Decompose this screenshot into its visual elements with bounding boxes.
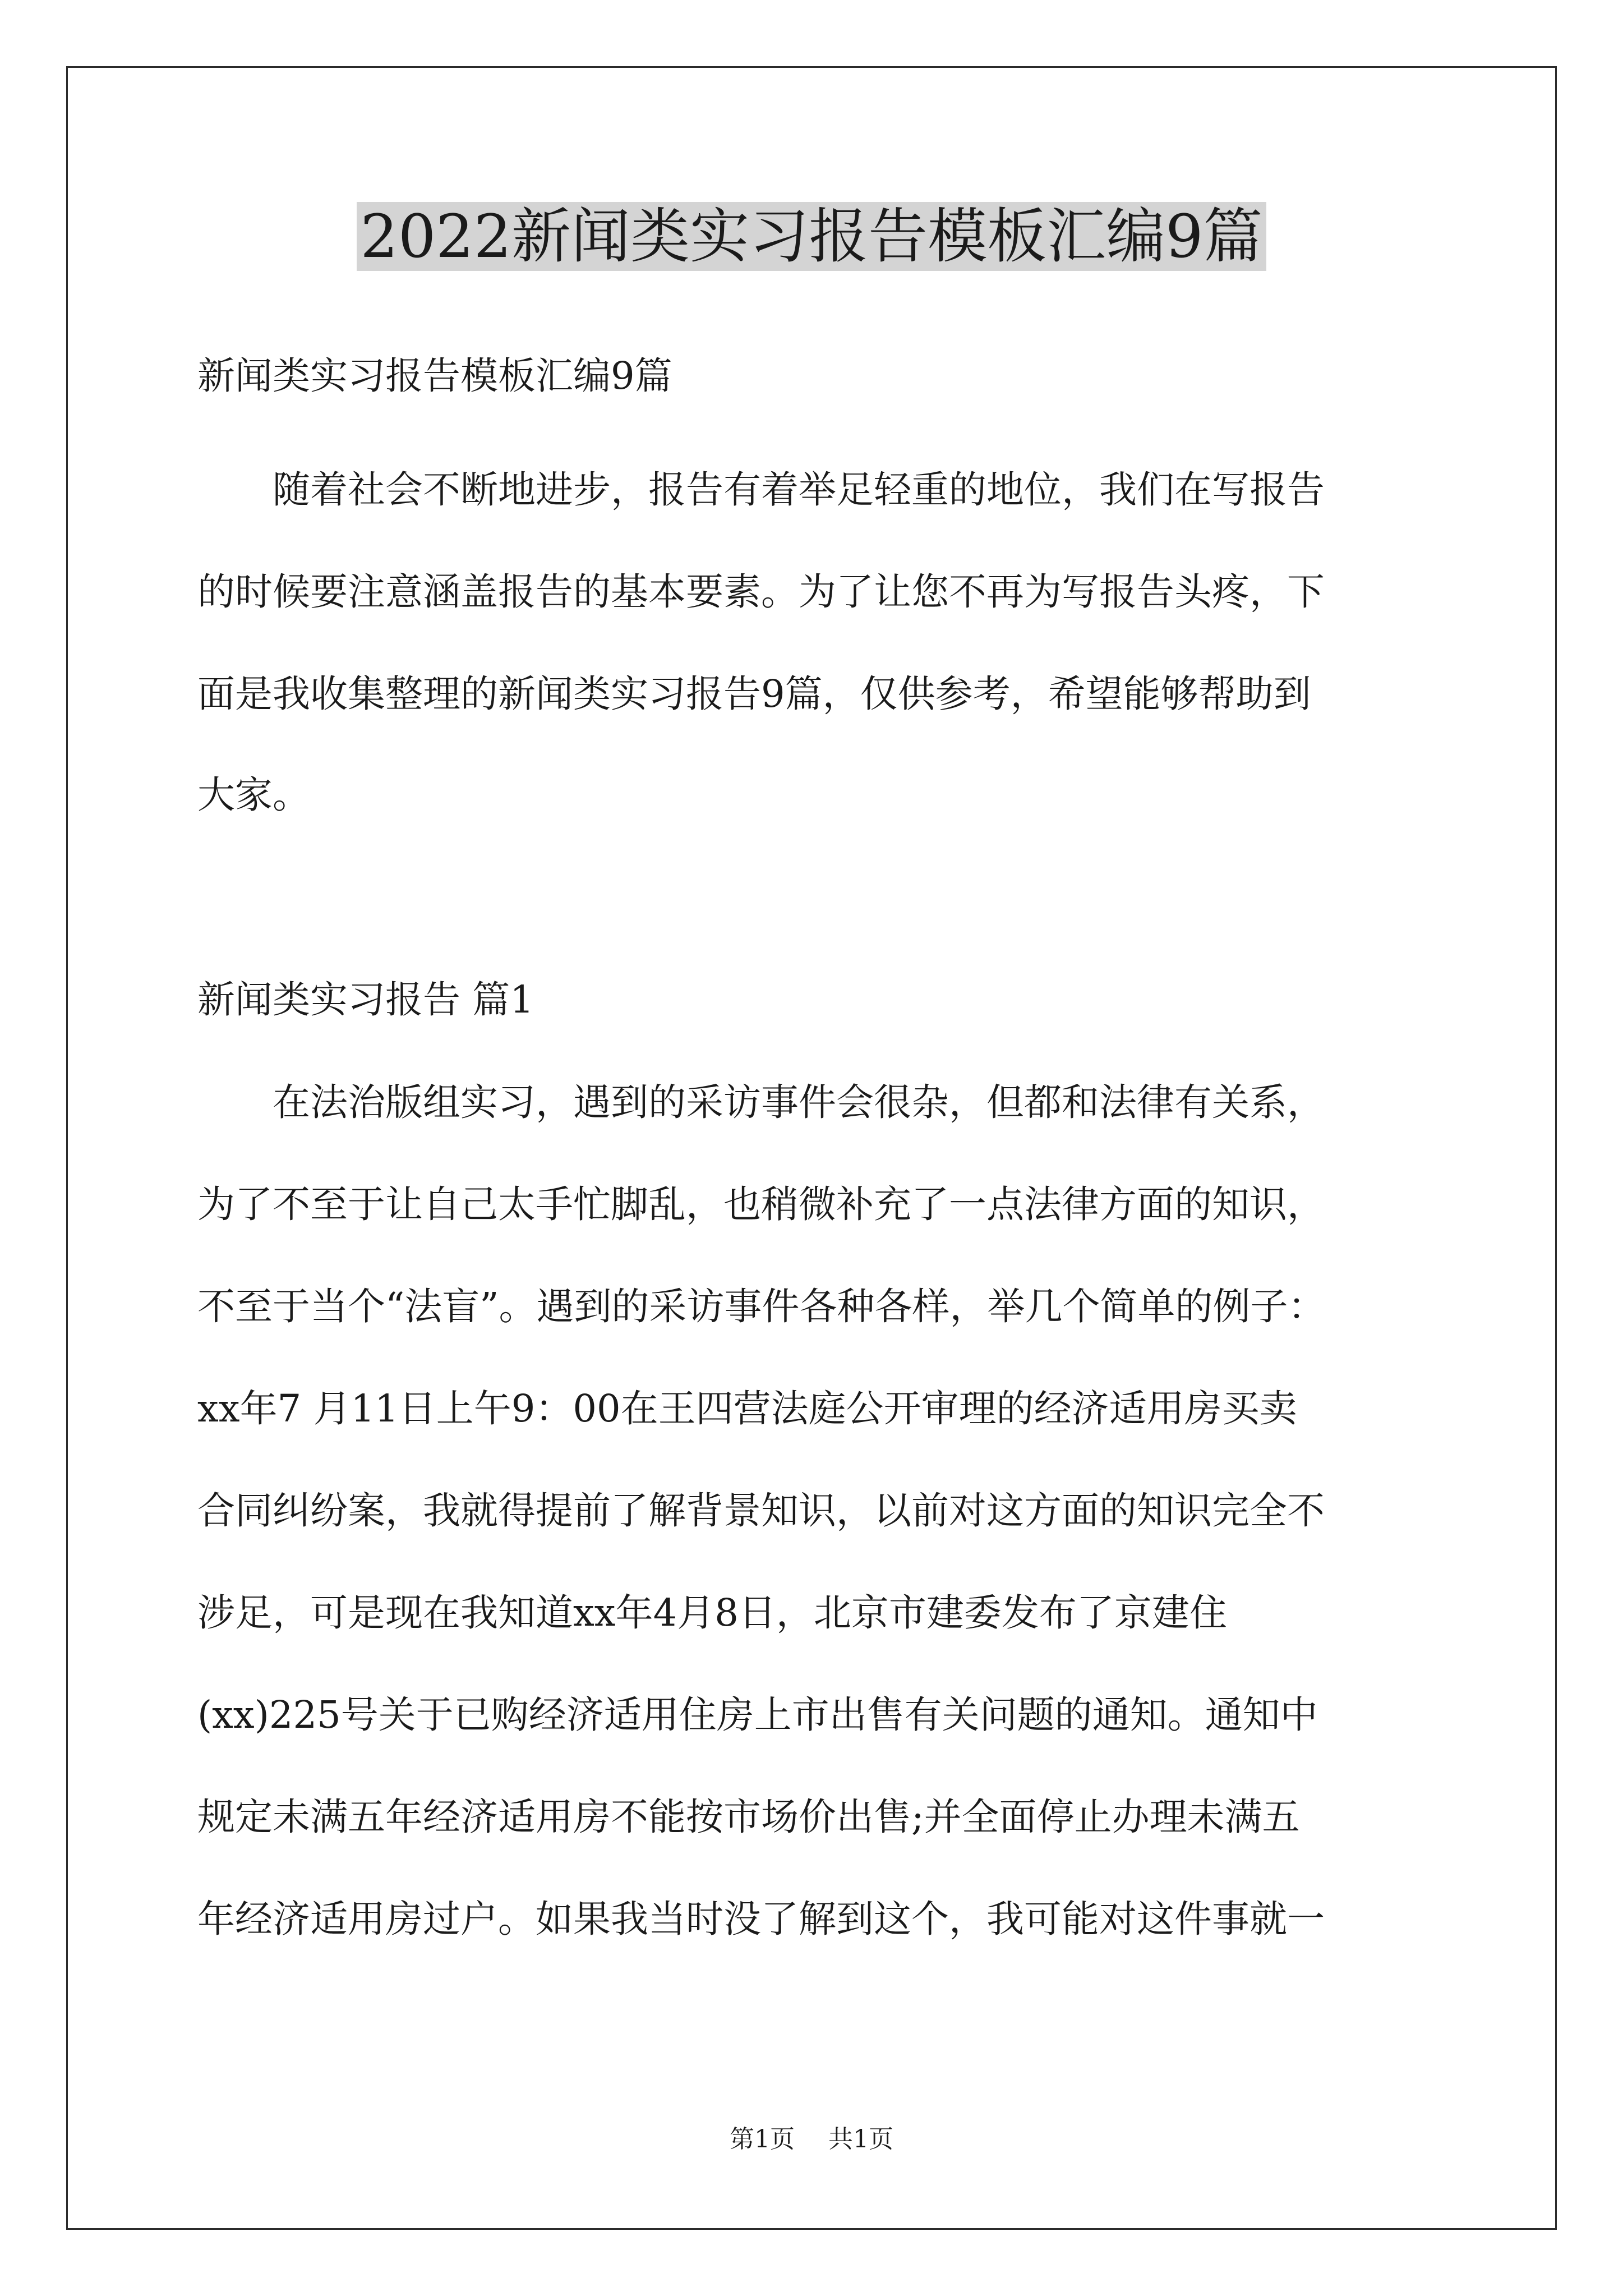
body-line: 不至于当个“法盲”。遇到的采访事件各种各样，举几个简单的例子： [197, 1285, 1326, 1328]
body-line: 在法治版组实习，遇到的采访事件会很杂，但都和法律有关系， [273, 1080, 1325, 1124]
body-line: 年经济适用房过户。如果我当时没了解到这个，我可能对这件事就一 [197, 1897, 1325, 1941]
intro-line: 随着社会不断地进步，报告有着举足轻重的地位，我们在写报告 [273, 468, 1325, 512]
body-line: 规定未满五年经济适用房不能按市场价出售;并全面停止办理未满五 [197, 1795, 1300, 1839]
page-footer [0, 2123, 1623, 2156]
document-subtitle: 新闻类实习报告模板汇编9篇 [197, 354, 672, 398]
page-number: 第1页 [730, 2125, 795, 2154]
intro-line: 大家。 [197, 773, 310, 817]
body-line: 涉足，可是现在我知道xx年4月8日，北京市建委发布了京建住 [197, 1591, 1227, 1635]
body-line: (xx)225号关于已购经济适用住房上市出售有关问题的通知。通知中 [197, 1693, 1318, 1737]
intro-line: 的时候要注意涵盖报告的基本要素。为了让您不再为写报告头疼，下 [197, 570, 1325, 614]
document-title [0, 197, 1623, 276]
body-line: 合同纠纷案，我就得提前了解背景知识，以前对这方面的知识完全不 [197, 1489, 1325, 1533]
body-line: xx年7 月11日上午9：00在王四营法庭公开审理的经济适用房买卖 [197, 1387, 1297, 1430]
section-heading: 新闻类实习报告 篇1 [197, 978, 534, 1022]
body-line: 为了不至于让自己太手忙脚乱，也稍微补充了一点法律方面的知识， [197, 1182, 1325, 1226]
intro-line: 面是我收集整理的新闻类实习报告9篇，仅供参考，希望能够帮助到 [197, 672, 1311, 716]
document-title-text: 2022新闻类实习报告模板汇编9篇 [357, 202, 1266, 271]
page-total: 共1页 [828, 2125, 893, 2154]
